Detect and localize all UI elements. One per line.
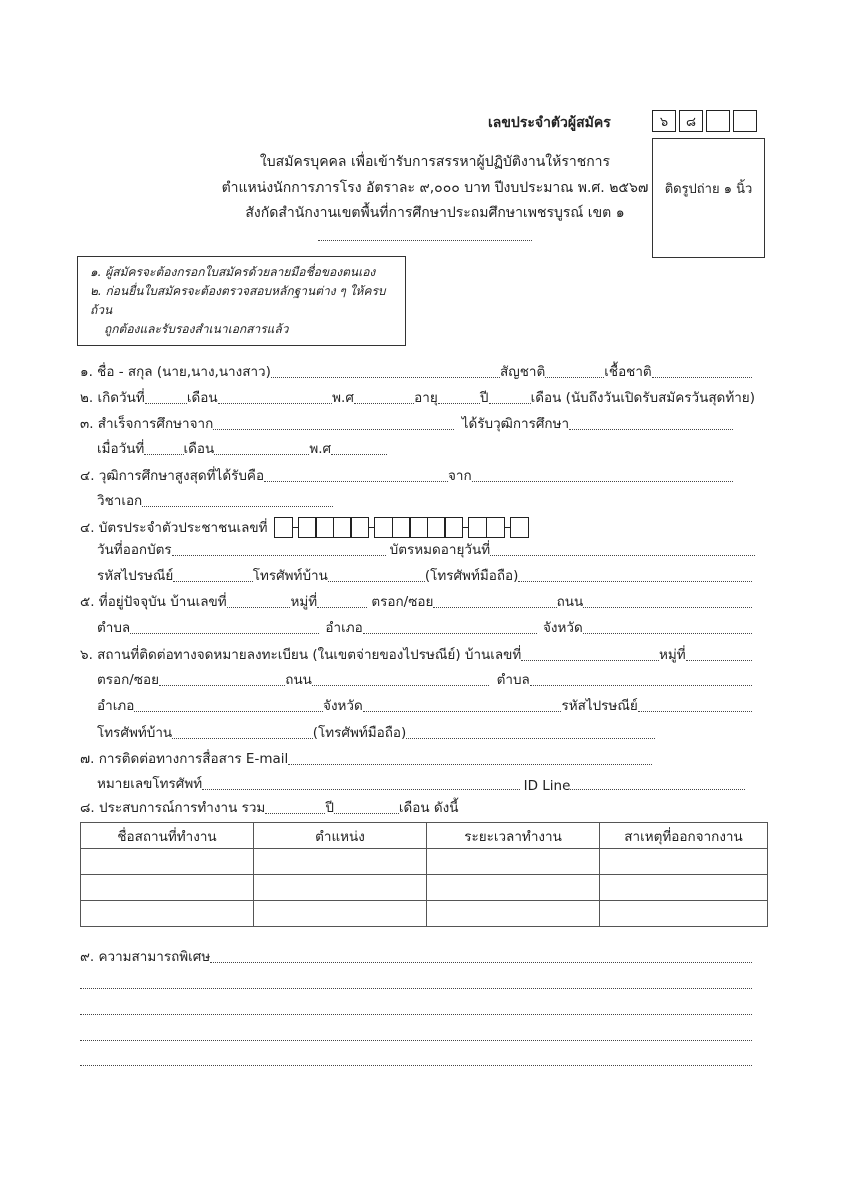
email-row: [80, 749, 652, 769]
line-id-label: ID Line: [523, 778, 571, 794]
title-line: สังกัดสำนักงานเขตพื้นที่การศึกษาประถมศึกษาเพชรบูรณ์ เขต ๑: [245, 205, 625, 221]
experience-label: ๘. ประสบการณ์การทำงาน รวม: [80, 800, 266, 816]
id-card-label: ๔. บัตรประจำตัวประชาชนเลขที่: [80, 520, 268, 536]
applicant-id-label: เลขประจำตัวผู้สมัคร: [488, 115, 611, 131]
highest-degree-row: [80, 466, 733, 486]
table-cell[interactable]: [254, 901, 427, 927]
table-row: [81, 849, 768, 875]
mailing-postal-label: รหัสไปรษณีย์: [561, 698, 638, 714]
birth-row: [80, 388, 755, 408]
special-abilities-row: [80, 947, 752, 967]
major-field[interactable]: [142, 506, 333, 507]
applicant-id-digit[interactable]: ๖: [652, 110, 676, 132]
graduated-from-field[interactable]: [213, 429, 453, 430]
table-cell[interactable]: [254, 849, 427, 875]
special-abilities-line[interactable]: [80, 1065, 752, 1066]
card-dates-row: [97, 540, 755, 560]
birth-month-field[interactable]: [218, 403, 332, 404]
mailing-mobile-field[interactable]: [406, 738, 655, 739]
birth-day-label: ๒. เกิดวันที่: [80, 390, 145, 406]
note-item: ๒. ก่อนยื่นใบสมัครจะต้องตรวจสอบหลักฐานต่าง ๆ ให้ครบถ้วน: [90, 284, 386, 317]
province-label: จังหวัด: [542, 620, 583, 636]
phone-number-field[interactable]: [202, 789, 519, 790]
mailing-address-row-2: [97, 670, 752, 690]
major-row: [97, 491, 333, 511]
education-row: [80, 414, 733, 434]
special-abilities-line[interactable]: [80, 988, 752, 989]
race-field[interactable]: [652, 377, 752, 378]
birth-year-label: พ.ศ: [332, 390, 354, 406]
age-years-label: ปี: [479, 390, 489, 406]
work-experience-row: [80, 798, 459, 818]
email-field[interactable]: [288, 764, 652, 765]
mobile-phone-label: (โทรศัพท์มือถือ): [424, 568, 519, 584]
mailing-address-row-3: [97, 696, 752, 716]
photo-label: ติดรูปถ่าย ๑ นิ้ว: [664, 181, 753, 197]
work-history-table: [80, 822, 768, 927]
special-abilities-label: ๙. ความสามารถพิเศษ: [80, 949, 211, 965]
mailing-home-phone-field[interactable]: [172, 738, 313, 739]
house-no-label: ๕. ที่อยู่ปัจจุบัน บ้านเลขที่: [80, 594, 227, 610]
birth-day-field[interactable]: [145, 403, 187, 404]
experience-years-label: ปี: [325, 800, 334, 816]
experience-years-field[interactable]: [265, 813, 325, 814]
special-abilities-line[interactable]: [80, 1014, 752, 1015]
mailing-district-field[interactable]: [134, 711, 323, 712]
issue-date-field[interactable]: [172, 555, 386, 556]
grad-month-label: เดือน: [183, 441, 215, 457]
age-months-label: เดือน (นับถึงวันเปิดรับสมัครวันสุดท้าย): [530, 390, 755, 406]
current-address-row-2: [97, 618, 752, 638]
district-label: อำเภอ: [325, 620, 363, 636]
issue-date-label: วันที่ออกบัตร: [97, 542, 172, 558]
major-label: วิชาเอก: [97, 493, 143, 509]
province-field[interactable]: [583, 633, 752, 634]
district-field[interactable]: [363, 633, 537, 634]
email-label: ๗. การติดต่อทางการสื่อสาร E-mail: [80, 751, 289, 767]
column-header: ชื่อสถานที่ทำงาน: [81, 823, 254, 849]
table-cell[interactable]: [600, 901, 768, 927]
experience-months-label: เดือน ดังนี้: [398, 800, 459, 816]
column-header: ระยะเวลาทำงาน: [427, 823, 600, 849]
mailing-phone-row: [97, 723, 655, 743]
highest-degree-field[interactable]: [264, 481, 448, 482]
mailing-road-field[interactable]: [312, 685, 489, 686]
grad-month-field[interactable]: [214, 454, 309, 455]
mailing-postal-field[interactable]: [638, 711, 752, 712]
mailing-alley-label: ตรอก/ซอย: [97, 672, 160, 688]
age-months-field[interactable]: [489, 403, 531, 404]
degree-field[interactable]: [569, 429, 733, 430]
phone-number-label: หมายเลขโทรศัพท์: [97, 776, 203, 792]
table-header-row: [81, 823, 768, 849]
table-row: [81, 901, 768, 927]
instructions-box: [77, 256, 406, 346]
table-cell[interactable]: [81, 901, 254, 927]
mailing-address-row: [80, 645, 752, 665]
experience-months-field[interactable]: [334, 813, 399, 814]
applicant-id-digit[interactable]: [706, 110, 730, 132]
applicant-id-digit[interactable]: [733, 110, 757, 132]
applicant-id-digit[interactable]: ๘: [679, 110, 703, 132]
table-row: [81, 875, 768, 901]
nationality-label: สัญชาติ: [500, 364, 546, 380]
table-cell[interactable]: [254, 875, 427, 901]
mailing-subdistrict-field[interactable]: [530, 685, 752, 686]
road-label: ถนน: [556, 594, 584, 610]
mailing-mobile-label: (โทรศัพท์มือถือ): [312, 725, 407, 741]
age-years-field[interactable]: [438, 403, 480, 404]
institution-field[interactable]: [472, 481, 733, 482]
mailing-province-label: จังหวัด: [323, 698, 363, 714]
title-blank-line[interactable]: [318, 240, 532, 241]
mailing-house-no-label: ๖. สถานที่ติดต่อทางจดหมายลงทะเบียน (ในเขตจ่ายของไปรษณีย์) บ้านเลขที่: [80, 647, 522, 663]
graduation-date-row: [97, 439, 387, 459]
postal-code-label: รหัสไปรษณีย์: [97, 568, 174, 584]
highest-degree-label: ๔. วุฒิการศึกษาสูงสุดที่ได้รับคือ: [80, 468, 265, 484]
form-title: [180, 150, 690, 227]
village-no-field[interactable]: [317, 607, 367, 608]
table-cell[interactable]: [427, 875, 600, 901]
table-cell[interactable]: [600, 849, 768, 875]
subdistrict-field[interactable]: [130, 633, 319, 634]
subdistrict-label: ตำบล: [97, 620, 131, 636]
alley-field[interactable]: [433, 607, 556, 608]
degree-label: ได้รับวุฒิการศึกษา: [461, 416, 570, 432]
line-id-field[interactable]: [570, 789, 745, 790]
mailing-home-phone-label: โทรศัพท์บ้าน: [97, 725, 173, 741]
mailing-province-field[interactable]: [363, 711, 562, 712]
grad-day-label: เมื่อวันที่: [97, 441, 145, 457]
table-cell[interactable]: [81, 875, 254, 901]
nationality-field[interactable]: [545, 377, 604, 378]
mailing-house-no-field[interactable]: [521, 660, 659, 661]
mailing-district-label: อำเภอ: [97, 698, 135, 714]
note-item: ๑. ผู้สมัครจะต้องกรอกใบสมัครด้วยลายมือชื่อของตนเอง: [90, 265, 376, 279]
mobile-phone-field[interactable]: [518, 581, 752, 582]
mailing-village-label: หมู่ที่: [658, 647, 686, 663]
special-abilities-field[interactable]: [210, 962, 752, 963]
special-abilities-line[interactable]: [80, 1040, 752, 1041]
birth-year-field[interactable]: [354, 403, 414, 404]
house-no-field[interactable]: [227, 607, 291, 608]
title-line: ตำแหน่งนักการภารโรง อัตราละ ๙,๐๐๐ บาท ปีงบประมาณ พ.ศ. ๒๕๖๗: [221, 179, 649, 196]
name-row: [80, 362, 752, 382]
current-address-row: [80, 592, 752, 612]
name-field[interactable]: [271, 377, 500, 378]
table-cell[interactable]: [600, 875, 768, 901]
column-header: สาเหตุที่ออกจากงาน: [600, 823, 768, 849]
id-card-row: [80, 515, 527, 539]
graduated-from-label: ๓. สำเร็จการศึกษาจาก: [80, 416, 214, 432]
home-phone-label: โทรศัพท์บ้าน: [252, 568, 328, 584]
table-cell[interactable]: [427, 849, 600, 875]
road-field[interactable]: [583, 607, 752, 608]
mailing-road-label: ถนน: [285, 672, 312, 688]
home-phone-field[interactable]: [328, 581, 425, 582]
grad-year-field[interactable]: [331, 454, 387, 455]
age-label: อายุ: [414, 390, 438, 406]
birth-month-label: เดือน: [186, 390, 218, 406]
column-header: ตำแหน่ง: [254, 823, 427, 849]
mailing-subdistrict-label: ตำบล: [496, 672, 530, 688]
postal-code-field[interactable]: [173, 581, 252, 582]
mailing-village-field[interactable]: [686, 660, 752, 661]
name-label: ๑. ชื่อ - สกุล (นาย,นาง,นางสาว): [80, 364, 271, 380]
applicant-id-boxes: [652, 110, 757, 132]
table-cell[interactable]: [81, 849, 254, 875]
title-line: ใบสมัครบุคคล เพื่อเข้ารับการสรรหาผู้ปฏิบัติงานให้ราชการ: [259, 154, 611, 170]
grad-day-field[interactable]: [144, 454, 183, 455]
expiry-date-field[interactable]: [490, 555, 755, 556]
institution-label: จาก: [447, 468, 472, 484]
alley-label: ตรอก/ซอย: [371, 594, 434, 610]
note-item: ถูกต้องและรับรองสำเนาเอกสารแล้ว: [104, 322, 289, 336]
mailing-alley-field[interactable]: [159, 685, 285, 686]
village-no-label: หมู่ที่: [290, 594, 318, 610]
id-card-number-input[interactable]: [274, 517, 528, 538]
grad-year-label: พ.ศ: [309, 441, 332, 457]
expiry-date-label: บัตรหมดอายุวันที่: [389, 542, 491, 558]
phone-line-row: [97, 774, 745, 794]
race-label: เชื้อชาติ: [604, 364, 652, 380]
table-cell[interactable]: [427, 901, 600, 927]
contact-numbers-row: [97, 566, 752, 586]
